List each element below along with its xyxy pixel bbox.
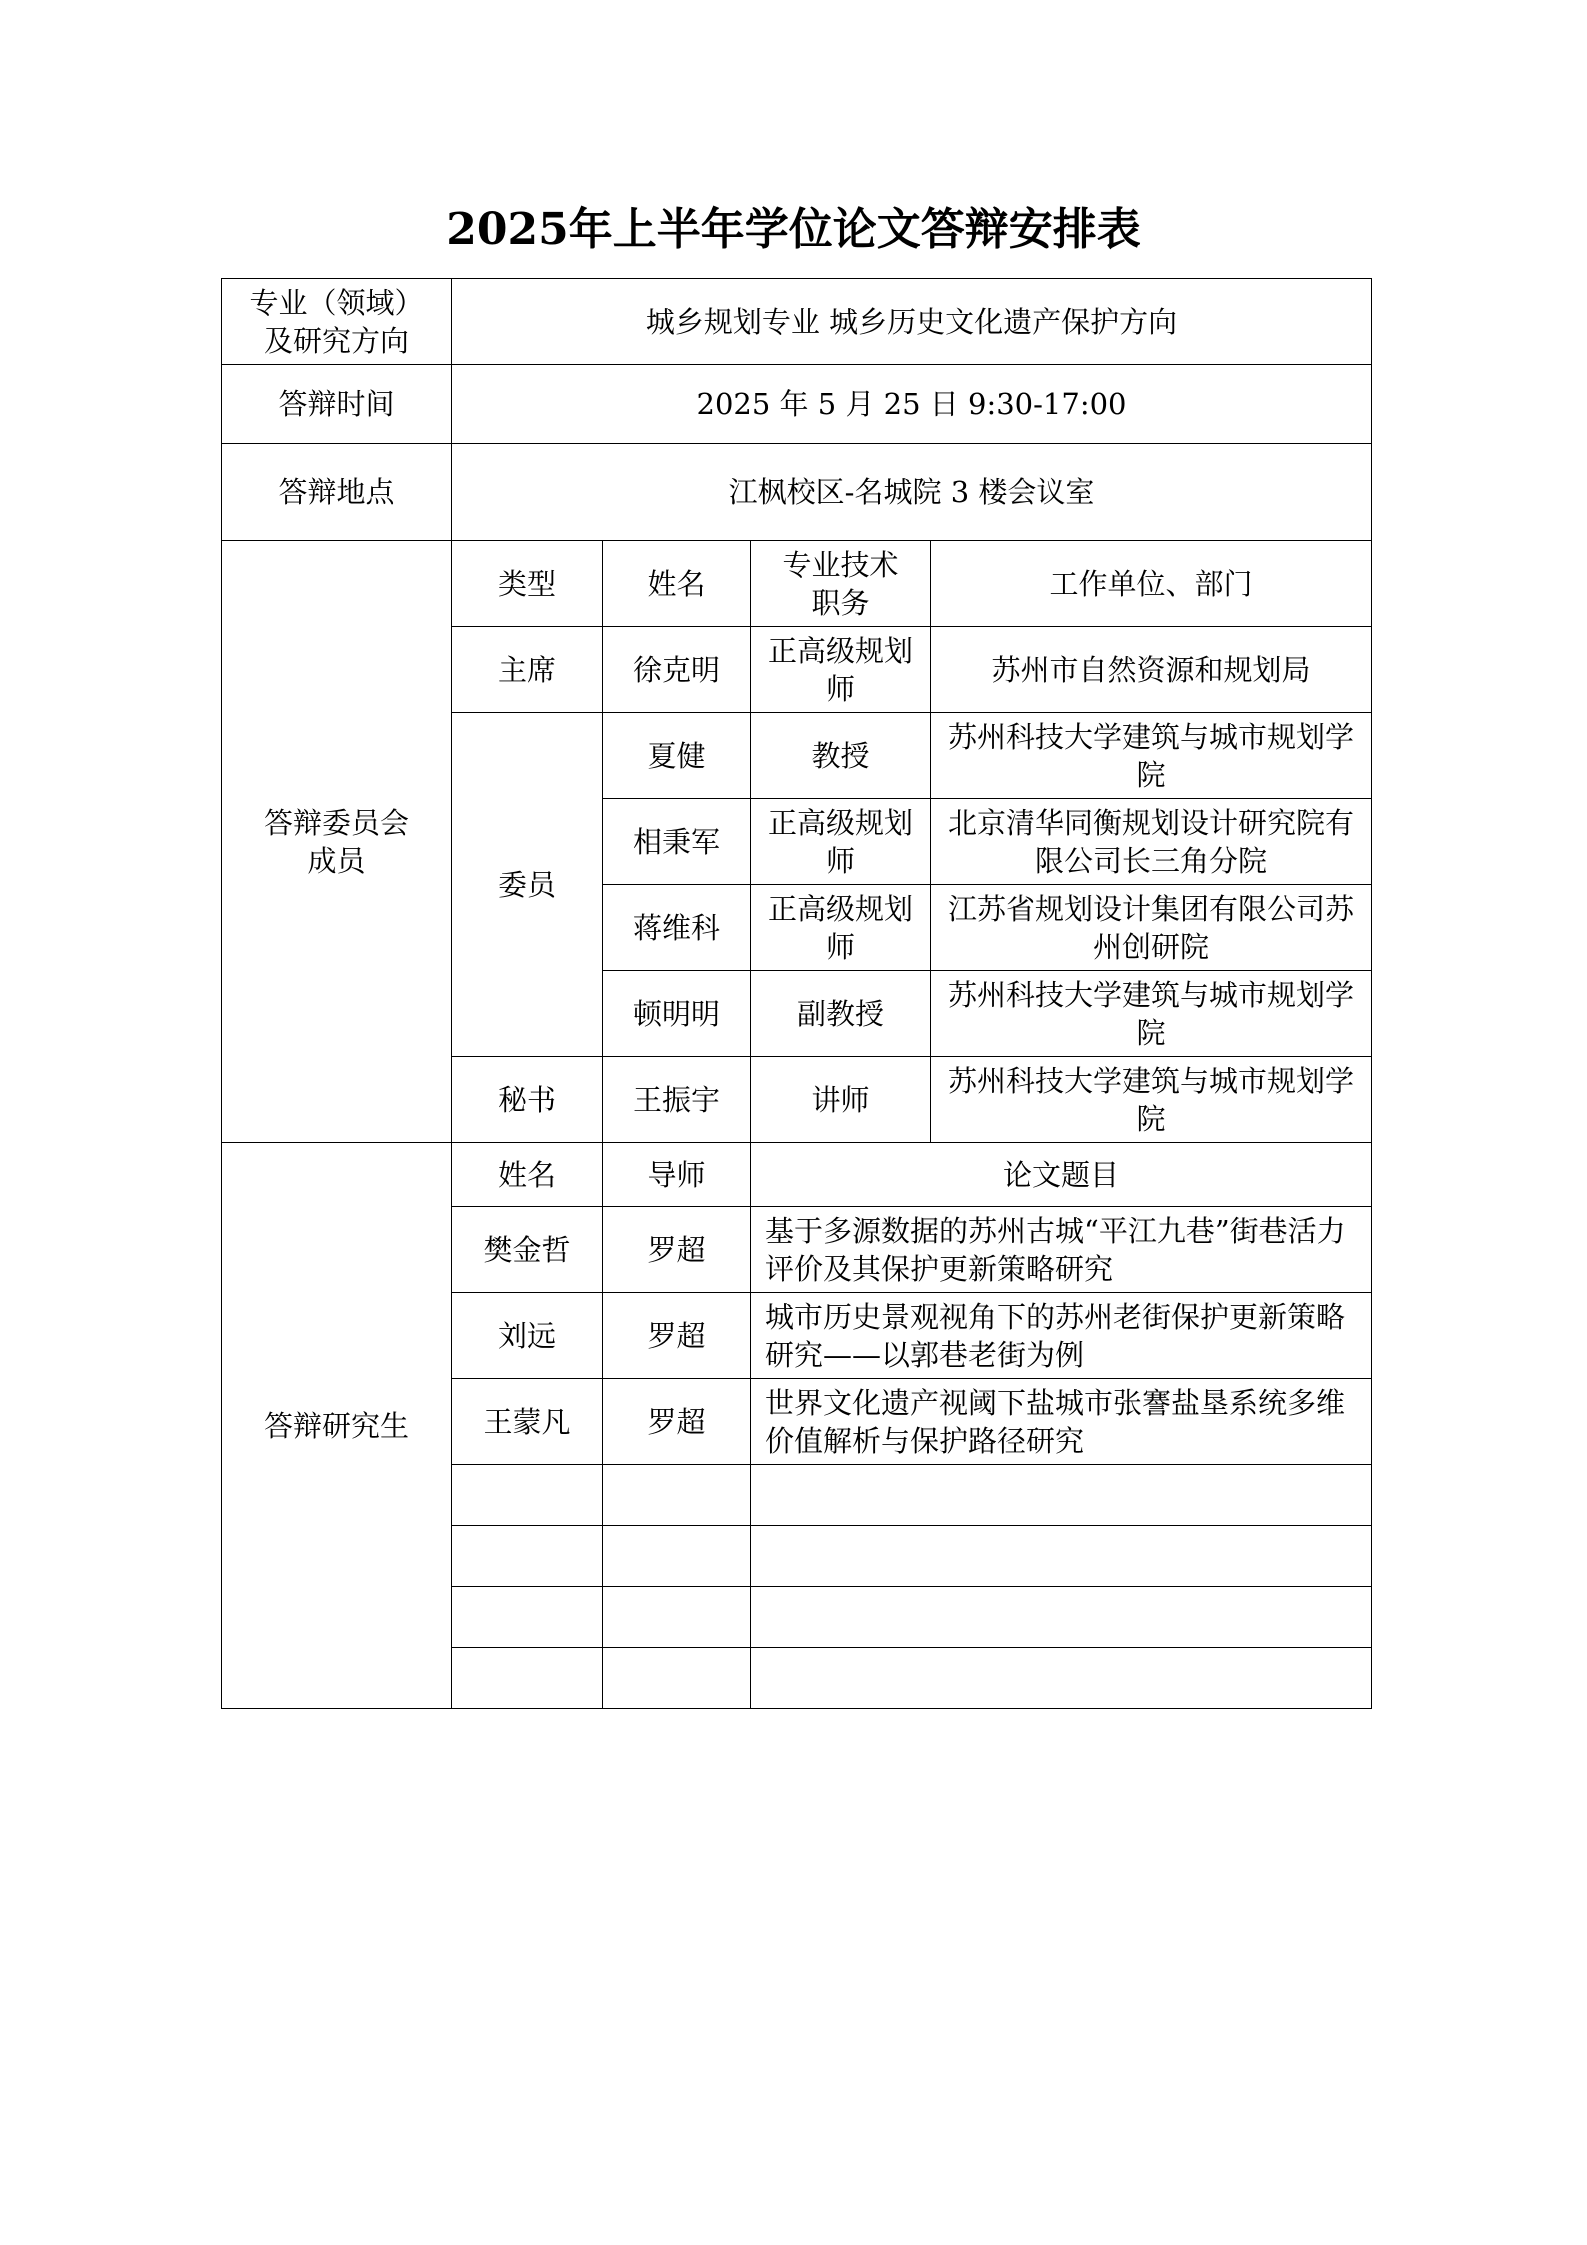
member-type: 主席 [452,627,603,713]
page-title: 2025年上半年学位论文答辩安排表 [446,204,1141,255]
empty-cell [452,1526,603,1587]
students-header-name: 姓名 [452,1143,603,1207]
student-advisor: 罗超 [603,1293,751,1379]
time-value: 2025 年 5 月 25 日 9:30-17:00 [452,365,1372,444]
empty-cell [452,1465,603,1526]
member-org: 北京清华同衡规划设计研究院有限公司长三角分院 [931,799,1372,885]
empty-cell [603,1648,751,1709]
major-value: 城乡规划专业 城乡历史文化遗产保护方向 [452,279,1372,365]
committee-header-org: 工作单位、部门 [931,541,1372,627]
committee-header-row [222,541,1372,627]
member-type: 委员 [452,713,603,1057]
student-advisor: 罗超 [603,1379,751,1465]
students-label: 答辩研究生 [222,1143,452,1709]
member-org: 苏州科技大学建筑与城市规划学院 [931,1057,1372,1143]
member-name: 夏健 [603,713,751,799]
empty-cell [603,1587,751,1648]
major-row [222,279,1372,365]
committee-header-type: 类型 [452,541,603,627]
committee-label: 答辩委员会 成员 [222,541,452,1143]
member-title: 讲师 [751,1057,931,1143]
empty-cell [751,1587,1372,1648]
member-org: 苏州科技大学建筑与城市规划学院 [931,971,1372,1057]
member-type: 秘书 [452,1057,603,1143]
empty-cell [603,1526,751,1587]
place-row [222,444,1372,541]
member-name: 徐克明 [603,627,751,713]
member-name: 相秉军 [603,799,751,885]
member-title: 教授 [751,713,931,799]
student-name: 刘远 [452,1293,603,1379]
place-value: 江枫校区-名城院 3 楼会议室 [452,444,1372,541]
empty-cell [751,1648,1372,1709]
empty-cell [603,1465,751,1526]
empty-cell [452,1648,603,1709]
student-name: 王蒙凡 [452,1379,603,1465]
member-title: 正高级规划师 [751,799,931,885]
place-label: 答辩地点 [222,444,452,541]
committee-header-name: 姓名 [603,541,751,627]
member-title: 正高级规划师 [751,627,931,713]
time-label: 答辩时间 [222,365,452,444]
member-org: 苏州科技大学建筑与城市规划学院 [931,713,1372,799]
student-thesis: 基于多源数据的苏州古城“平江九巷”街巷活力评价及其保护更新策略研究 [751,1207,1372,1293]
member-title: 副教授 [751,971,931,1057]
committee-header-title: 专业技术 职务 [751,541,931,627]
time-row [222,365,1372,444]
member-title: 正高级规划师 [751,885,931,971]
students-header-thesis: 论文题目 [751,1143,1372,1207]
student-thesis: 城市历史景观视角下的苏州老街保护更新策略研究——以郭巷老街为例 [751,1293,1372,1379]
member-name: 王振宇 [603,1057,751,1143]
empty-cell [452,1587,603,1648]
student-thesis: 世界文化遗产视阈下盐城市张謇盐垦系统多维价值解析与保护路径研究 [751,1379,1372,1465]
member-org: 苏州市自然资源和规划局 [931,627,1372,713]
defense-schedule-table [221,278,1372,1709]
member-org: 江苏省规划设计集团有限公司苏州创研院 [931,885,1372,971]
member-name: 蒋维科 [603,885,751,971]
major-label: 专业（领域） 及研究方向 [222,279,452,365]
students-header-advisor: 导师 [603,1143,751,1207]
member-name: 顿明明 [603,971,751,1057]
student-name: 樊金哲 [452,1207,603,1293]
student-advisor: 罗超 [603,1207,751,1293]
empty-cell [751,1465,1372,1526]
empty-cell [751,1526,1372,1587]
students-header-row [222,1143,1372,1207]
